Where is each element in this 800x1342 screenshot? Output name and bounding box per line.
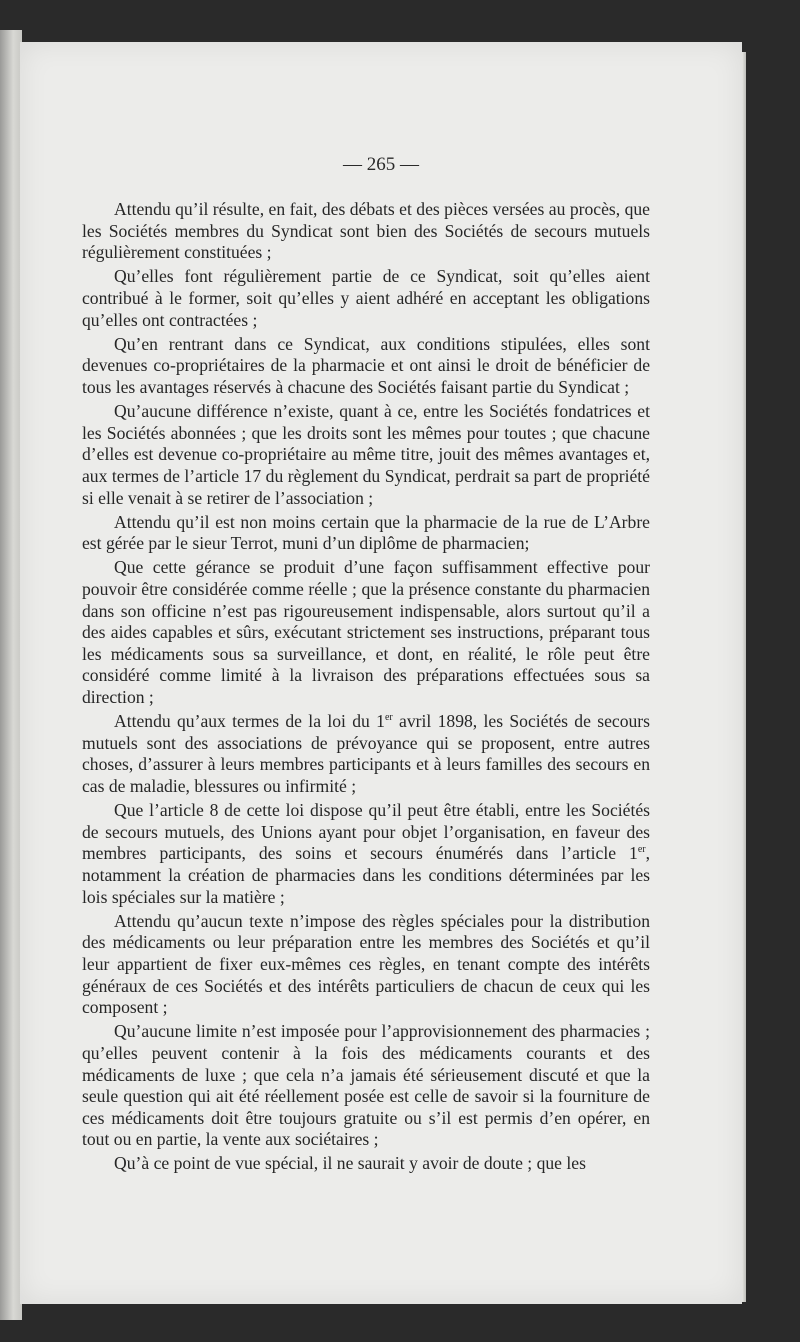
paragraph: Attendu qu’aux termes de la loi du 1er avril 1898, les Sociétés de secours mutuels sont des associations de prévoyance qui se proposent, entre autres choses, d’assurer à leurs membres participants et à leurs familles des secours en cas de maladie, blessures ou infirmité ;	[82, 711, 650, 796]
book-page	[20, 42, 742, 1304]
paragraph: Que cette gérance se produit d’une façon suffisamment effective pour pouvoir être considérée comme réelle ; que la présence constante du pharmacien dans son officine n’est pas rigoureusement indispensable, alors surtout qu’il a des aides capables et sûrs, exécutant strictement ses instructions, préparant tous les médicaments sous sa surveillance, et dont, en réalité, le rôle peut être considéré comme limité à la livraison des préparations effectuées sous sa direction ;	[82, 557, 650, 708]
page-number: — 265 —	[343, 154, 419, 175]
paragraph: Qu’elles font régulièrement partie de ce Syndicat, soit qu’elles aient contribué à le former, soit qu’elles y aient adhéré en acceptant les obligations qu’elles ont contractées ;	[82, 266, 650, 330]
paragraph: Qu’à ce point de vue spécial, il ne saurait y avoir de doute ; que les	[114, 1153, 586, 1174]
paragraph: Que l’article 8 de cette loi dispose qu’il peut être établi, entre les Sociétés de secours mutuels, des Unions ayant pour objet l’organisation, en faveur des membres participants, des soins et secours énumérés dans l’article 1er, notamment la création de pharmacies dans les conditions déterminées par les lois spéciales sur la matière ;	[82, 800, 650, 907]
paragraph: Qu’aucune différence n’existe, quant à ce, entre les Sociétés fondatrices et les Sociétés abonnées ; que les droits sont les mêmes pour toutes ; que chacune d’elles est devenue co-propriétaire au même titre, jouit des mêmes avantages et, aux termes de l’article 17 du règlement du Syndicat, perdrait sa part de propriété si elle venait à se retirer de l’association ;	[82, 401, 650, 508]
paragraph: Attendu qu’il est non moins certain que la pharmacie de la rue de L’Arbre est gérée par le sieur Terrot, muni d’un diplôme de pharmacien;	[82, 511, 650, 554]
paragraph: Attendu qu’aucun texte n’impose des règles spéciales pour la distribution des médicaments ou leur préparation entre les membres des Sociétés et qu’il leur appartient de fixer eux-mêmes ces règles, en tenant compte des intérêts généraux de ces Sociétés et des intérêts particuliers de chacun de ceux qui les composent ;	[82, 910, 650, 1018]
paragraph: Qu’aucune limite n’est imposée pour l’approvisionnement des pharmacies ; qu’elles peuvent contenir à la fois des médicaments courants et des médicaments de luxe ; que cela n’a jamais été sérieusement discuté et que la seule question qui ait été réellement posée est celle de savoir si la fourniture de ces médicaments doit être toujours gratuite ou s’il est permis d’en opérer, en tout ou en partie, la vente aux sociétaires ;	[82, 1021, 650, 1150]
paragraph: Qu’en rentrant dans ce Syndicat, aux conditions stipulées, elles sont devenues co-propriétaires de la pharmacie et ont ainsi le droit de bénéficier de tous les avantages réservés à chacune des Sociétés faisant partie du Syndicat ;	[82, 333, 650, 397]
paragraph: Attendu qu’il résulte, en fait, des débats et des pièces versées au procès, que les Sociétés membres du Syndicat sont bien des Sociétés de secours mutuels régulièrement constituées ;	[82, 199, 650, 263]
body-text	[82, 199, 650, 1178]
facing-page-edge	[0, 30, 22, 1320]
